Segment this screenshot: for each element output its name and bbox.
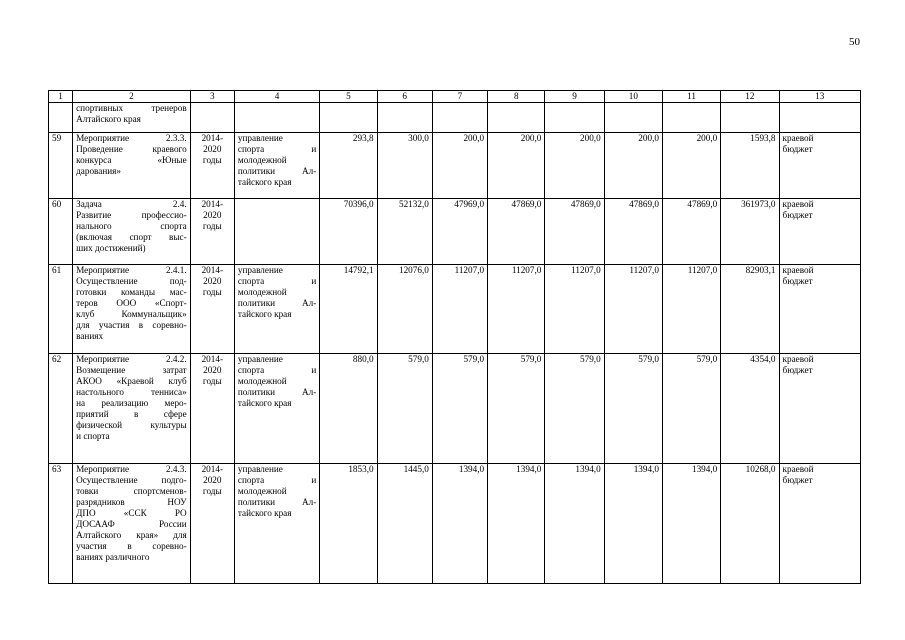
- funding-source-cell: [779, 464, 860, 584]
- period-cell-line: годы: [202, 221, 222, 231]
- funding-value-cell: 47869,0: [662, 199, 720, 265]
- executor-cell: [234, 464, 319, 584]
- measure-name-cell: [73, 103, 191, 133]
- executor-cell: [234, 265, 319, 354]
- measure-name-cell: [73, 354, 191, 464]
- row-number-cell: 61: [49, 265, 73, 354]
- column-number-cell: 1: [49, 91, 73, 103]
- measure-name-cell-line: Мероприятие 2.3.3.: [76, 133, 187, 143]
- executor-cell-line: тайского края: [237, 309, 292, 319]
- program-measures-table: [48, 90, 861, 584]
- funding-source-cell: [779, 354, 860, 464]
- measure-name-cell-line: нального спорта: [76, 221, 187, 231]
- period-cell: [190, 199, 234, 265]
- period-cell: [190, 354, 234, 464]
- table-row: [49, 464, 861, 584]
- table-row: [49, 133, 861, 199]
- funding-value-cell: 200,0: [488, 133, 545, 199]
- measure-name-cell: [73, 199, 191, 265]
- period-cell-line: 2014-: [201, 464, 223, 474]
- period-cell-line: годы: [202, 155, 222, 165]
- table-row: [49, 265, 861, 354]
- funding-source-cell-line: краевой: [782, 199, 814, 209]
- measure-name-cell-line: ших достижений): [76, 243, 146, 253]
- funding-value-cell: 52132,0: [377, 199, 432, 265]
- funding-source-cell: [779, 103, 860, 133]
- funding-value-cell: 47869,0: [604, 199, 662, 265]
- row-number-cell: 62: [49, 354, 73, 464]
- column-number-cell: 8: [488, 91, 545, 103]
- funding-value-cell: 200,0: [662, 133, 720, 199]
- funding-value-cell: [721, 103, 779, 133]
- funding-source-cell-line: бюджет: [782, 475, 813, 485]
- measure-name-cell-line: Алтайского края: [76, 114, 141, 124]
- funding-value-cell: [604, 103, 662, 133]
- measure-name-cell-line: и спорта: [76, 431, 110, 441]
- funding-value-cell: 10268,0: [721, 464, 779, 584]
- period-cell-line: 2014-: [201, 354, 223, 364]
- executor-cell-line: политики Ал-: [237, 298, 317, 308]
- period-cell: [190, 265, 234, 354]
- funding-value-cell: 579,0: [488, 354, 545, 464]
- funding-value-cell: 82903,1: [721, 265, 779, 354]
- executor-cell-line: управление: [237, 354, 283, 364]
- executor-cell-line: спорта и: [237, 276, 317, 286]
- period-cell-line: 2020: [203, 475, 222, 485]
- funding-value-cell: 11207,0: [662, 265, 720, 354]
- measure-name-cell-line: Проведение краевого: [76, 144, 187, 154]
- measure-name-cell-line: готовки команды мас-: [76, 287, 187, 297]
- executor-cell-line: молодежной: [237, 287, 287, 297]
- funding-value-cell: 11207,0: [545, 265, 604, 354]
- measure-name-cell-line: разрядников НОУ: [76, 497, 187, 507]
- column-number-cell: 7: [432, 91, 487, 103]
- funding-value-cell: 579,0: [545, 354, 604, 464]
- column-number-cell: 13: [779, 91, 860, 103]
- funding-source-cell-line: бюджет: [782, 144, 813, 154]
- row-number-cell: 60: [49, 199, 73, 265]
- executor-cell-line: молодежной: [237, 155, 287, 165]
- funding-value-cell: 1853,0: [320, 464, 377, 584]
- executor-cell-line: тайского края: [237, 508, 292, 518]
- funding-source-cell: [779, 265, 860, 354]
- column-number-row: [49, 91, 861, 103]
- measure-name-cell: [73, 464, 191, 584]
- column-number-cell: 10: [604, 91, 662, 103]
- funding-source-cell-line: краевой: [782, 354, 814, 364]
- funding-value-cell: 579,0: [662, 354, 720, 464]
- measure-name-cell-line: ДОСААФ России: [76, 519, 187, 529]
- executor-cell-line: управление: [237, 133, 283, 143]
- funding-value-cell: 11207,0: [488, 265, 545, 354]
- measure-name-cell-line: физической культуры: [76, 420, 187, 430]
- funding-source-cell-line: краевой: [782, 464, 814, 474]
- measure-name-cell-line: Алтайского края» для: [76, 530, 187, 540]
- funding-value-cell: 11207,0: [432, 265, 487, 354]
- measure-name-cell-line: клуб Коммунальщик»: [76, 309, 187, 319]
- measure-name-cell-line: (включая спорт выс-: [76, 232, 187, 242]
- funding-value-cell: [488, 103, 545, 133]
- funding-value-cell: 361973,0: [721, 199, 779, 265]
- funding-value-cell: 300,0: [377, 133, 432, 199]
- period-cell-line: годы: [202, 376, 222, 386]
- period-cell-line: годы: [202, 486, 222, 496]
- measure-name-cell-line: Осуществление под-: [76, 276, 187, 286]
- table-row: [49, 199, 861, 265]
- period-cell-line: 2014-: [201, 199, 223, 209]
- measure-name-cell-line: настольного тенниса»: [76, 387, 187, 397]
- period-cell: [190, 103, 234, 133]
- column-number-cell: 11: [662, 91, 720, 103]
- funding-value-cell: 1394,0: [662, 464, 720, 584]
- funding-source-cell: [779, 199, 860, 265]
- funding-value-cell: 579,0: [604, 354, 662, 464]
- executor-cell-line: молодежной: [237, 376, 287, 386]
- measure-name-cell-line: участия в соревно-: [76, 541, 187, 551]
- funding-value-cell: 880,0: [320, 354, 377, 464]
- column-number-cell: 5: [320, 91, 377, 103]
- table-row: [49, 354, 861, 464]
- funding-source-cell-line: бюджет: [782, 210, 813, 220]
- funding-value-cell: 1394,0: [545, 464, 604, 584]
- funding-value-cell: 70396,0: [320, 199, 377, 265]
- executor-cell-line: политики Ал-: [237, 497, 317, 507]
- measure-name-cell-line: Мероприятие 2.4.3.: [76, 464, 187, 474]
- executor-cell-line: спорта и: [237, 144, 317, 154]
- executor-cell: [234, 133, 319, 199]
- funding-value-cell: 1445,0: [377, 464, 432, 584]
- period-cell-line: годы: [202, 287, 222, 297]
- measure-name-cell-line: Развитие профессио-: [76, 210, 187, 220]
- executor-cell-line: спорта и: [237, 365, 317, 375]
- measure-name-cell-line: на реализацию меро-: [76, 398, 187, 408]
- measure-name-cell-line: Мероприятие 2.4.2.: [76, 354, 187, 364]
- funding-value-cell: 11207,0: [604, 265, 662, 354]
- funding-value-cell: 293,8: [320, 133, 377, 199]
- measure-name-cell-line: Осуществление подго-: [76, 475, 187, 485]
- column-number-cell: 2: [73, 91, 191, 103]
- measure-name-cell-line: ваниях различного: [76, 552, 150, 562]
- row-number-cell: [49, 103, 73, 133]
- funding-value-cell: 12076,0: [377, 265, 432, 354]
- period-cell: [190, 464, 234, 584]
- funding-value-cell: 1394,0: [432, 464, 487, 584]
- funding-value-cell: [377, 103, 432, 133]
- measure-name-cell-line: Мероприятие 2.4.1.: [76, 265, 187, 275]
- page-number: 50: [849, 36, 860, 48]
- period-cell: [190, 133, 234, 199]
- period-cell-line: 2014-: [201, 133, 223, 143]
- period-cell-line: 2020: [203, 210, 222, 220]
- funding-source-cell-line: краевой: [782, 133, 814, 143]
- funding-value-cell: 579,0: [377, 354, 432, 464]
- executor-cell-line: управление: [237, 265, 283, 275]
- column-number-cell: 6: [377, 91, 432, 103]
- measure-name-cell: [73, 133, 191, 199]
- measure-name-cell-line: конкурса «Юные: [76, 155, 187, 165]
- funding-value-cell: 47869,0: [545, 199, 604, 265]
- period-cell-line: 2014-: [201, 265, 223, 275]
- funding-source-cell-line: краевой: [782, 265, 814, 275]
- measure-name-cell-line: товки спортсменов-: [76, 486, 187, 496]
- measure-name-cell-line: Задача 2.4.: [76, 199, 187, 209]
- funding-source-cell-line: бюджет: [782, 276, 813, 286]
- measure-name-cell-line: дарования»: [76, 166, 121, 176]
- funding-value-cell: 14792,1: [320, 265, 377, 354]
- funding-value-cell: [320, 103, 377, 133]
- executor-cell: [234, 199, 319, 265]
- funding-value-cell: 47869,0: [488, 199, 545, 265]
- funding-value-cell: 200,0: [604, 133, 662, 199]
- funding-source-cell: [779, 133, 860, 199]
- column-number-cell: 9: [545, 91, 604, 103]
- funding-value-cell: 1593,8: [721, 133, 779, 199]
- measure-name-cell-line: ДПО «ССК РО: [76, 508, 187, 518]
- executor-cell: [234, 354, 319, 464]
- executor-cell-line: управление: [237, 464, 283, 474]
- row-number-cell: 59: [49, 133, 73, 199]
- executor-cell: [234, 103, 319, 133]
- measure-name-cell-line: для участия в соревно-: [76, 320, 187, 330]
- funding-value-cell: [432, 103, 487, 133]
- measure-name-cell-line: приятий в сфере: [76, 409, 187, 419]
- executor-cell-line: спорта и: [237, 475, 317, 485]
- measure-name-cell: [73, 265, 191, 354]
- measure-name-cell-line: спортивных тренеров: [76, 103, 187, 113]
- funding-source-cell-line: бюджет: [782, 365, 813, 375]
- column-number-cell: 4: [234, 91, 319, 103]
- period-cell-line: 2020: [203, 144, 222, 154]
- measure-name-cell-line: ваниях: [76, 331, 104, 341]
- executor-cell-line: тайского края: [237, 177, 292, 187]
- period-cell-line: 2020: [203, 365, 222, 375]
- funding-value-cell: [545, 103, 604, 133]
- measure-name-cell-line: АКОО «Краевой клуб: [76, 376, 187, 386]
- funding-value-cell: 4354,0: [721, 354, 779, 464]
- period-cell-line: 2020: [203, 276, 222, 286]
- column-number-cell: 3: [190, 91, 234, 103]
- funding-value-cell: 200,0: [432, 133, 487, 199]
- funding-value-cell: 1394,0: [488, 464, 545, 584]
- measure-name-cell-line: Возмещение затрат: [76, 365, 187, 375]
- table-row: [49, 103, 861, 133]
- executor-cell-line: молодежной: [237, 486, 287, 496]
- executor-cell-line: тайского края: [237, 398, 292, 408]
- executor-cell-line: политики Ал-: [237, 166, 317, 176]
- funding-value-cell: 1394,0: [604, 464, 662, 584]
- funding-value-cell: [662, 103, 720, 133]
- row-number-cell: 63: [49, 464, 73, 584]
- executor-cell-line: политики Ал-: [237, 387, 317, 397]
- funding-value-cell: 200,0: [545, 133, 604, 199]
- measure-name-cell-line: теров ООО «Спорт-: [76, 298, 187, 308]
- funding-value-cell: 47969,0: [432, 199, 487, 265]
- column-number-cell: 12: [721, 91, 779, 103]
- funding-value-cell: 579,0: [432, 354, 487, 464]
